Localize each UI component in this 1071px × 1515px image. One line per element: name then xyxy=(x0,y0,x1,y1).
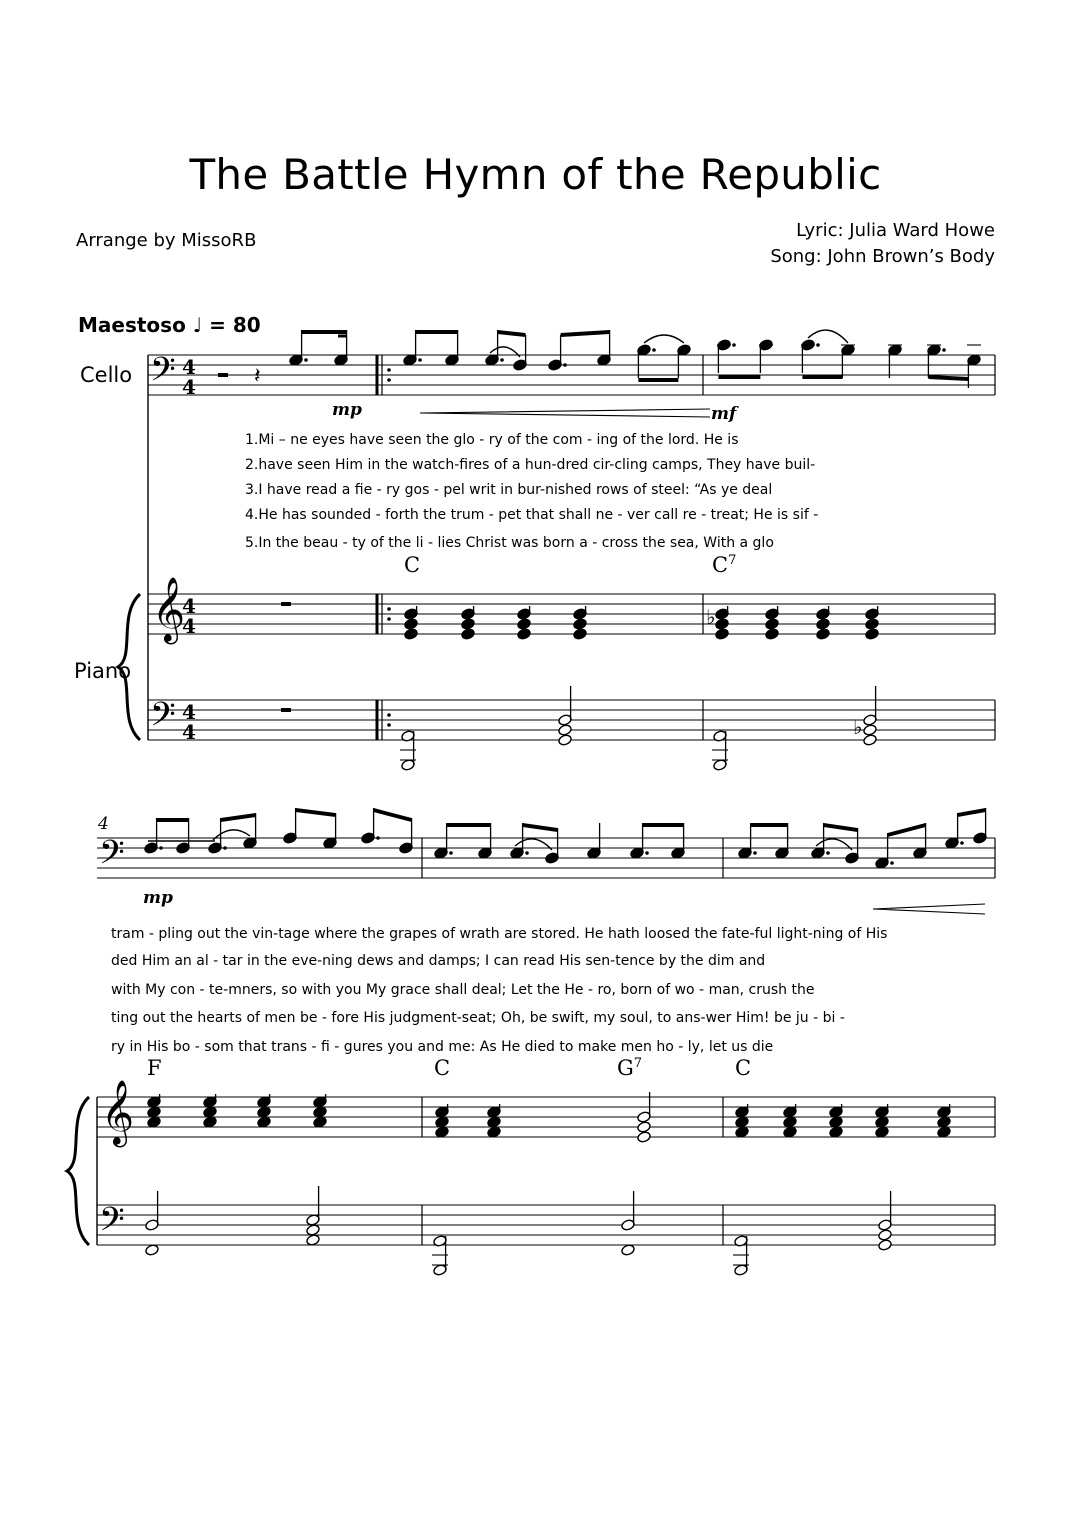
notehead xyxy=(147,1116,162,1129)
brace xyxy=(67,1097,89,1245)
beam xyxy=(416,330,458,334)
notehead xyxy=(461,628,476,641)
notehead xyxy=(573,628,588,641)
notehead-half xyxy=(878,1239,893,1252)
instrument-label-piano: Piano xyxy=(74,659,132,683)
augmentation-dot xyxy=(387,378,391,382)
notehead xyxy=(203,1106,218,1119)
notehead xyxy=(865,618,880,631)
lyric-verse-4: ting out the hearts of men be - fore His judgment-seat; Oh, be swift, my soul, to ans-wer Him! be ju - bi - xyxy=(111,1010,845,1026)
notehead xyxy=(765,628,780,641)
time-signature: 4 xyxy=(182,594,196,618)
page-title: The Battle Hymn of the Republic xyxy=(189,150,882,199)
lyric-verse-3: with My con - te-mners, so with you My grace shall deal; Let the He - ro, born of wo - man, crush the xyxy=(111,982,815,998)
crescendo-hairpin xyxy=(873,904,985,914)
chord-symbol: C xyxy=(735,1056,752,1080)
augmentation-dot xyxy=(563,363,567,367)
instrument-label-cello: Cello xyxy=(80,363,133,387)
beam xyxy=(221,813,256,822)
notehead xyxy=(875,1116,890,1129)
notehead-half xyxy=(558,734,573,747)
lyric-verse-5: ry in His bo - som that trans - fi - gures you and me: As He died to make men ho - ly, let us die xyxy=(111,1039,774,1055)
beam xyxy=(643,823,684,827)
beam xyxy=(523,823,558,832)
notehead xyxy=(937,1126,952,1139)
bass-clef-icon: 𝄢 xyxy=(150,351,176,397)
measure-number: 4 xyxy=(98,814,109,834)
beam xyxy=(718,375,760,379)
notehead xyxy=(783,1116,798,1129)
beam xyxy=(561,330,610,337)
lyricist-credit: Lyric: Julia Ward Howe xyxy=(796,220,995,241)
augmentation-dot xyxy=(376,836,380,840)
notehead xyxy=(816,628,831,641)
lyric-verse-4: 4.He has sounded - forth the trum - pet that shall ne - ver call re - treat; He is sif - xyxy=(245,507,819,523)
augmentation-dot xyxy=(387,617,391,621)
notehead xyxy=(875,1126,890,1139)
tempo-marking: Maestoso ♩ = 80 xyxy=(78,313,261,337)
augmentation-dot xyxy=(826,851,830,855)
arranger-credit: Arrange by MissoRB xyxy=(76,230,257,251)
chord-symbol: C xyxy=(434,1056,451,1080)
notehead-half xyxy=(145,1244,160,1257)
notehead xyxy=(829,1116,844,1129)
notehead xyxy=(313,1106,328,1119)
notehead xyxy=(257,1106,272,1119)
augmentation-dot xyxy=(159,846,163,850)
bass-clef-icon: 𝄢 xyxy=(150,696,176,742)
chord-symbol: C xyxy=(404,553,421,577)
augmentation-dot xyxy=(732,343,736,347)
lyric-verse-2: ded Him an al - tar in the eve-ning dews and damps; I can read His sen-tence by the dim and xyxy=(111,953,766,969)
notehead xyxy=(461,618,476,631)
augmentation-dot xyxy=(645,851,649,855)
brace xyxy=(118,594,140,740)
beam xyxy=(302,330,347,334)
notehead xyxy=(715,618,730,631)
time-signature: 4 xyxy=(182,614,196,638)
lyric-verse-1: tram - pling out the vin-tage where the grapes of wrath are stored. He hath loosed the fate-ful light-ning of His xyxy=(111,926,888,942)
lyric-verse-1: 1.Mi – ne eyes have seen the glo - ry of the com - ing of the lord. He is xyxy=(245,432,739,448)
bass-clef-icon: 𝄢 xyxy=(99,1201,125,1247)
treble-clef-icon: 𝄞 xyxy=(152,577,186,642)
notehead xyxy=(487,1116,502,1129)
dynamic-mf: mf xyxy=(711,404,737,424)
quarter-rest: 𝄽 xyxy=(254,364,261,389)
augmentation-dot xyxy=(449,851,453,855)
notehead-half xyxy=(863,734,878,747)
notehead xyxy=(435,1126,450,1139)
augmentation-dot xyxy=(387,607,391,611)
beam xyxy=(638,378,678,382)
notehead xyxy=(147,1106,162,1119)
augmentation-dot xyxy=(753,851,757,855)
notehead xyxy=(937,1116,952,1129)
chord-symbol: F xyxy=(147,1056,162,1080)
beam xyxy=(157,818,189,822)
augmentation-dot xyxy=(387,368,391,372)
notehead xyxy=(435,1116,450,1129)
notehead xyxy=(487,1126,502,1139)
beam xyxy=(958,808,986,817)
crescendo-hairpin xyxy=(420,409,710,417)
augmentation-dot xyxy=(387,713,391,717)
augmentation-dot xyxy=(525,851,529,855)
notehead xyxy=(765,618,780,631)
chord-symbol: $G^7$ xyxy=(617,1056,643,1080)
beam xyxy=(498,330,526,337)
slur xyxy=(644,335,684,343)
lyric-verse-2: 2.have seen Him in the watch-fires of a hun-dred cir-cling camps, They have buil- xyxy=(245,457,816,473)
lyric-verse-3: 3.I have read a fie - ry gos - pel writ in bur-nished rows of steel: “As ye deal xyxy=(245,482,773,498)
augmentation-dot xyxy=(890,861,894,865)
slur xyxy=(808,330,848,343)
notehead-half xyxy=(621,1244,636,1257)
notehead xyxy=(257,1116,272,1129)
beam xyxy=(824,823,858,832)
augmentation-dot xyxy=(960,841,964,845)
time-signature: 4 xyxy=(182,720,196,744)
notehead-half xyxy=(863,724,878,737)
augmentation-dot xyxy=(418,358,422,362)
augmentation-dot xyxy=(304,358,308,362)
beam xyxy=(296,808,336,817)
beam xyxy=(447,823,491,827)
notehead xyxy=(735,1126,750,1139)
time-signature: 4 xyxy=(182,355,196,379)
bass-clef-icon: 𝄢 xyxy=(99,834,125,880)
lyric-verse-5: 5.In the beau - ty of the li - lies Christ was born a - cross the sea, With a glo xyxy=(245,535,774,551)
flat-accidental-icon: ♭ xyxy=(706,605,716,629)
notehead xyxy=(517,628,532,641)
augmentation-dot xyxy=(223,846,227,850)
time-signature: 4 xyxy=(182,700,196,724)
notehead xyxy=(404,628,419,641)
beam xyxy=(802,375,842,379)
notehead xyxy=(313,1116,328,1129)
notehead xyxy=(735,1116,750,1129)
notehead xyxy=(865,628,880,641)
notehead-half xyxy=(637,1121,652,1134)
notehead xyxy=(404,618,419,631)
time-signature: 4 xyxy=(182,375,196,399)
augmentation-dot xyxy=(816,343,820,347)
notehead xyxy=(203,1116,218,1129)
notehead xyxy=(829,1126,844,1139)
notehead-half xyxy=(306,1224,321,1237)
beam xyxy=(888,823,926,837)
flat-accidental-icon: ♭ xyxy=(853,715,863,739)
notehead-half xyxy=(637,1131,652,1144)
beam xyxy=(751,823,788,827)
notehead xyxy=(573,618,588,631)
augmentation-dot xyxy=(652,348,656,352)
dynamic-mp: mp xyxy=(332,400,362,420)
treble-clef-icon: 𝄞 xyxy=(101,1080,135,1145)
chord-symbol: $C^7$ xyxy=(712,553,737,577)
notehead xyxy=(517,618,532,631)
notehead xyxy=(783,1126,798,1139)
notehead-half xyxy=(878,1229,893,1242)
notehead xyxy=(715,628,730,641)
augmentation-dot xyxy=(387,723,391,727)
notehead-half xyxy=(558,724,573,737)
beam xyxy=(928,375,968,381)
dynamic-mp: mp xyxy=(143,888,173,908)
song-credit: Song: John Brown’s Body xyxy=(770,246,995,267)
beam xyxy=(374,808,412,822)
augmentation-dot xyxy=(942,348,946,352)
notehead-half xyxy=(306,1234,321,1247)
augmentation-dot xyxy=(500,358,504,362)
notehead xyxy=(816,618,831,631)
